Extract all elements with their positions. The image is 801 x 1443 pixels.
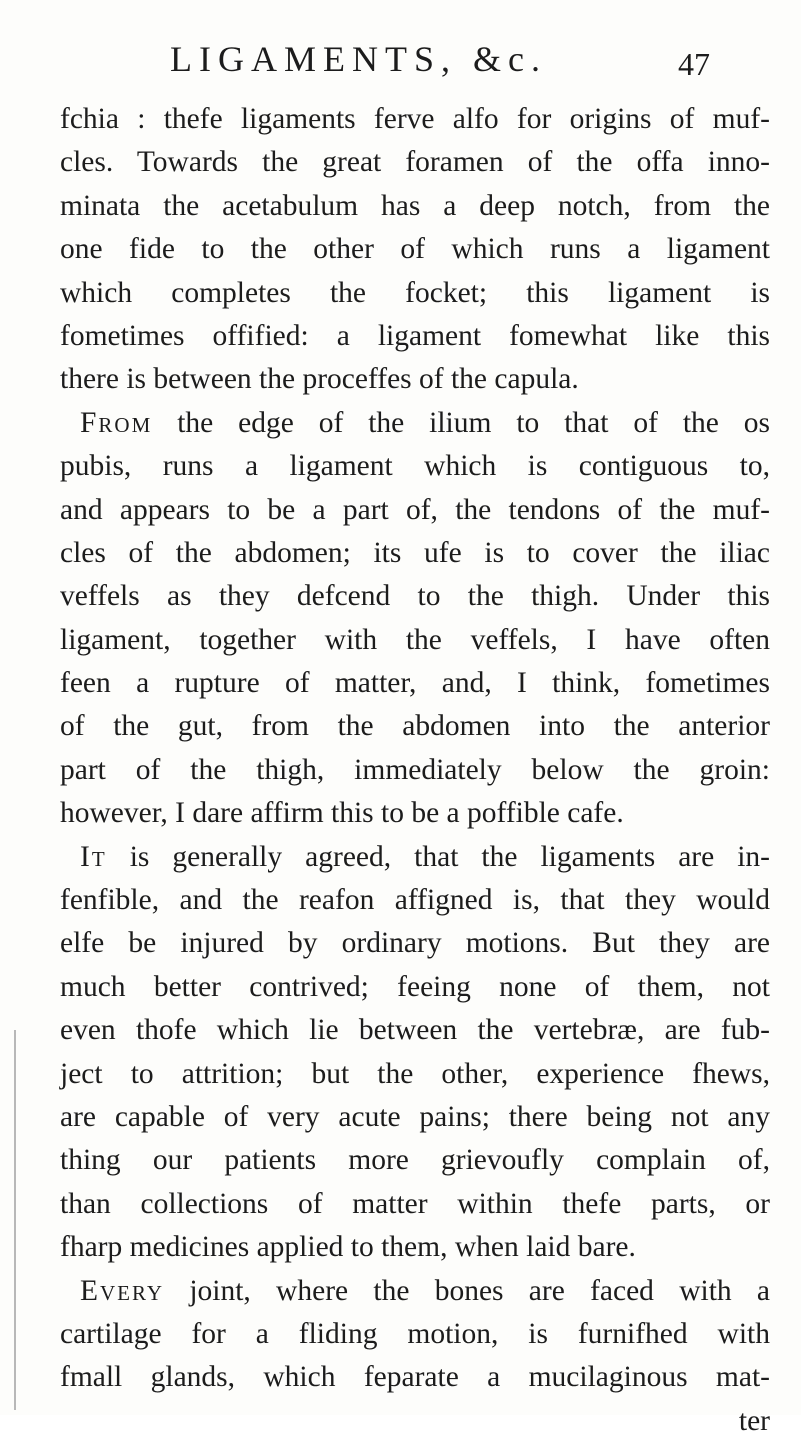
page-header	[170, 38, 710, 88]
text-line: part of the thigh, immediately below the groin:	[60, 753, 770, 786]
text-line: than collections of matter within thefe parts, or	[60, 1187, 770, 1220]
text-line: and appears to be a part of, the tendons of the muf-	[60, 493, 770, 526]
text-line: fmall glands, which feparate a mucilaginous mat-	[60, 1361, 770, 1394]
paragraph-start-line	[60, 402, 770, 445]
paragraph-start-line	[60, 1270, 770, 1313]
text-fragment: is generally agreed, that the ligaments are in-	[129, 840, 770, 873]
text-line: much better contrived; feeing none of them, not	[60, 970, 770, 1003]
text-line: one fide to the other of which runs a ligament	[60, 233, 770, 266]
text-line: veffels as they defcend to the thigh. Under this	[60, 580, 770, 613]
body-text	[60, 98, 770, 1443]
text-line: fharp medicines applied to them, when laid bare.	[60, 1231, 636, 1264]
paragraph-opener: Every	[80, 1274, 165, 1307]
running-head: LIGAMENTS, &c.	[170, 39, 547, 79]
text-fragment: joint, where the bones are faced with a	[189, 1274, 771, 1307]
text-line: cles of the abdomen; its ufe is to cover the iliac	[60, 536, 770, 569]
text-line: are capable of very acute pains; there being not any	[60, 1100, 770, 1133]
text-line: pubis, runs a ligament which is contiguous to,	[60, 450, 770, 483]
text-line: minata the acetabulum has a deep notch, from the	[60, 189, 770, 222]
paragraph-opener: It	[80, 840, 107, 873]
text-line: elfe be injured by ordinary motions. But they are	[60, 927, 770, 960]
text-line: feen a rupture of matter, and, I think, fometimes	[60, 667, 770, 700]
text-line: which completes the focket; this ligament is	[60, 276, 770, 309]
text-line: thing our patients more grievoufly complain of,	[60, 1144, 770, 1177]
text-line: cartilage for a fliding motion, is furnifhed with	[60, 1317, 770, 1350]
text-line: there is between the proceffes of the capula.	[60, 363, 579, 396]
text-line: however, I dare affirm this to be a poffible cafe.	[60, 797, 624, 830]
paragraph-opener: From	[80, 406, 153, 439]
text-line: fchia : thefe ligaments ferve alfo for origins of muf-	[60, 103, 770, 135]
text-fragment: the edge of the ilium to that of the os	[177, 406, 771, 439]
text-line: of the gut, from the abdomen into the anterior	[60, 710, 770, 743]
paragraph-start-line	[60, 836, 770, 879]
text-line: ligament, together with the veffels, I have often	[60, 623, 770, 656]
page-edge-shadow	[14, 1030, 16, 1410]
text-line: ject to attrition; but the other, experience fhews,	[60, 1057, 770, 1090]
text-line: even thofe which lie between the vertebræ, are fub-	[60, 1014, 770, 1047]
page-number: 47	[678, 46, 710, 82]
catchword: ter	[738, 1404, 770, 1437]
text-line: cles. Towards the great foramen of the offa inno-	[60, 146, 770, 179]
text-line: fenfible, and the reafon affigned is, that they would	[60, 884, 770, 917]
text-line: fometimes offified: a ligament fomewhat like this	[60, 319, 770, 352]
